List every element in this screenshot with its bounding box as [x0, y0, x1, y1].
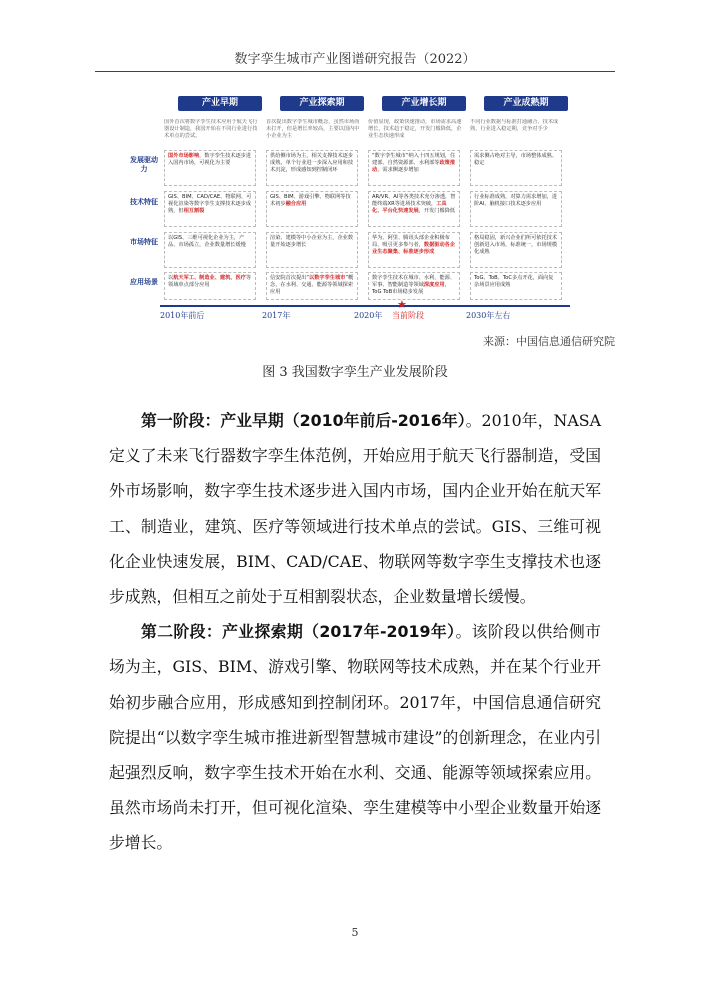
cell-text: GIS、BIM、CAD/CAE、物联网、可视化渲染等数字孪生支撑技术逐步成熟，但 — [168, 194, 252, 214]
stage-figure — [128, 92, 578, 322]
timeline-tick: 2030年左右 — [466, 311, 511, 320]
stage-description: 价值显现，政策快速推动，市场需求高速增长，技术趋于稳定，开发门槛降低，企业生态快速形成 — [368, 119, 462, 139]
cell-text: 需求侧占绝对主导，市场整体成熟、稳定 — [474, 153, 558, 166]
cell-text: ，ToG ToB市场稳步发展 — [372, 282, 450, 295]
cell-text: ”概念，在水利、交通、能源等领域探索应用 — [270, 275, 354, 295]
cell-highlight: 国外市场影响 — [168, 153, 200, 159]
stage-description: 国外首次将数字孪生技术应用于航天飞行器设计制造，我国开始在不同行业进行技术单点的尝试。 — [164, 119, 258, 139]
stage-cell — [266, 150, 358, 186]
cell-text: “数字孪生城市”纳入十四五规划，住建部、自然资源部、水利部等 — [372, 153, 456, 166]
cell-highlight: 数据驱动各企业生态聚集、标准逐步形成 — [372, 242, 456, 255]
stage-cell — [368, 272, 460, 300]
stage-cell — [164, 150, 256, 186]
cell-text: 华为、阿里、腾讯头部企业积极布局，吸引更多参与者， — [372, 235, 450, 248]
stage-label: 产业成熟期 — [484, 96, 568, 111]
stage-cell — [470, 232, 562, 268]
stage-cell — [164, 232, 256, 268]
cell-highlight: 深度应用 — [423, 282, 445, 288]
current-stage-star-icon: ★ — [397, 298, 407, 311]
cell-text: 信安院首次提出“ — [270, 275, 310, 281]
cell-text: 以GIS、三维可视化企业为主，产品、市场孤立，企业数量增长缓慢 — [168, 235, 246, 248]
timeline-axis — [160, 305, 570, 307]
figure-caption: 图 3 我国数字孪生产业发展阶段 — [262, 365, 448, 380]
stage-cell — [470, 150, 562, 186]
cell-text: 数字孪生技术在城市、水利、能源、军事、智能制造等领域 — [372, 275, 456, 288]
row-label: 技术特征 — [130, 198, 158, 206]
stage-label: 产业增长期 — [382, 96, 466, 111]
stage-cell — [164, 272, 256, 300]
row-label: 市场特征 — [130, 238, 158, 246]
cell-highlight: 以数字孪生城市 — [309, 275, 346, 281]
cell-text: 以 — [168, 275, 174, 281]
cell-highlight: 相互割裂 — [183, 208, 205, 214]
paragraph-lead: 第一阶段：产业早期（2010年前后-2016年） — [141, 411, 466, 430]
paragraph — [109, 403, 601, 614]
cell-text: 供给侧市场为主，相关支撑技术逐步成熟，单个行业进一步深入应用和技术沉淀，形成感知到控制闭环 — [270, 153, 354, 173]
cell-text: ，开发门槛降低 — [418, 208, 456, 214]
cell-highlight: 工具化、平台化快速发展 — [372, 201, 447, 214]
page-number: 5 — [351, 926, 359, 939]
timeline-tick: 2017年 — [262, 311, 291, 320]
stage-label: 产业探索期 — [280, 96, 364, 111]
cell-text: AR/VR、AI等各类技术充分渗透，智能终端XR等进场技术突破， — [372, 194, 456, 207]
cell-text: ToG、ToB、ToC多点开花，面向复杂场景应用成熟 — [474, 275, 554, 288]
cell-text: ，数字孪生技术逐步进入国内市场，可视化为主要 — [168, 153, 252, 166]
cell-highlight: 航天军工、制造业、建筑、医疗 — [173, 275, 246, 281]
stage-cell — [368, 232, 460, 268]
paragraph-lead: 第二阶段：产业探索期（2017年-2019年） — [141, 622, 456, 642]
header-rule — [95, 71, 615, 72]
cell-highlight: 政策推动 — [372, 160, 456, 173]
stage-cell — [266, 272, 358, 300]
stage-description: 首次提出数字孪生城市概念，虽然市场尚未打开，但是增长率较高，主要以国内中小企业为主 — [266, 119, 360, 139]
stage-cell — [266, 191, 358, 227]
cell-text: 格局稳固，新兴企业们所可依托技术创新进入市场，标准统一，市场规模化成熟 — [474, 235, 558, 255]
timeline-tick-current: 当前阶段 — [392, 311, 424, 320]
row-label: 发展驱动力 — [130, 156, 158, 173]
stage-cell — [470, 272, 562, 300]
cell-text: GIS、BIM、游戏引擎、物联网等技术初步 — [270, 194, 351, 207]
stage-cell — [164, 191, 256, 227]
stage-cell — [470, 191, 562, 227]
paragraph — [109, 614, 601, 860]
stage-description: 不同行业数据与标准打通融合，技术成熟，行业进入稳定期，竞争对手少 — [470, 119, 559, 132]
timeline-tick: 2010年前后 — [160, 311, 205, 320]
row-label: 应用场景 — [130, 278, 158, 286]
cell-text: ，需求侧逐步增加 — [377, 167, 419, 173]
stage-cell — [368, 150, 460, 186]
figure-source: 来源：中国信息通信研究院 — [483, 335, 615, 348]
timeline-tick: 2020年 — [354, 311, 383, 320]
cell-highlight: 融合应用 — [285, 201, 307, 207]
cell-text: 等领域单点部分应用 — [168, 275, 252, 288]
cell-text: 渲染、建模等中小企业为主，企业数量开始逐步增长 — [270, 235, 354, 248]
stage-cell — [368, 191, 460, 227]
paragraph-text: 。该阶段以供给侧市场为主，GIS、BIM、游戏引擎、物联网等技术成熟，并在某个行业开始初步融合应用，形成感知到控制闭环。2017年，中国信息通信研究院提出“以数字孪生城市推进新型智慧城市建设”的创新理念，在业内引起强烈反响，数字孪生技术开始在水利、交通、能源等领域探索应用。虽然市场尚未打开，但可视化渲染、孪生建模等中小型企业数量开始逐步增长。 — [109, 622, 601, 853]
cell-text: 行业标准成熟，对算力需求增加，进阶AI、脑机接口技术逐步应用 — [474, 194, 558, 207]
page-header: 数字孪生城市产业图谱研究报告（2022） — [234, 52, 476, 67]
stage-cell — [266, 232, 358, 268]
body-text — [109, 403, 601, 861]
paragraph-text: 。2010年，NASA定义了未来飞行器数字孪生体范例，开始应用于航天飞行器制造，受国外市场影响，数字孪生技术逐步进入国内市场，国内企业开始在航天军工、制造业，建筑、医疗等领域进行技术单点的尝试。GIS、三维可视化企业快速发展，BIM、CAD/CAE、物联网等数字孪生支撑技术也逐步成熟，但相互之前处于互相割裂状态，企业数量增长缓慢。 — [109, 411, 601, 607]
stage-label: 产业早期 — [178, 96, 262, 111]
